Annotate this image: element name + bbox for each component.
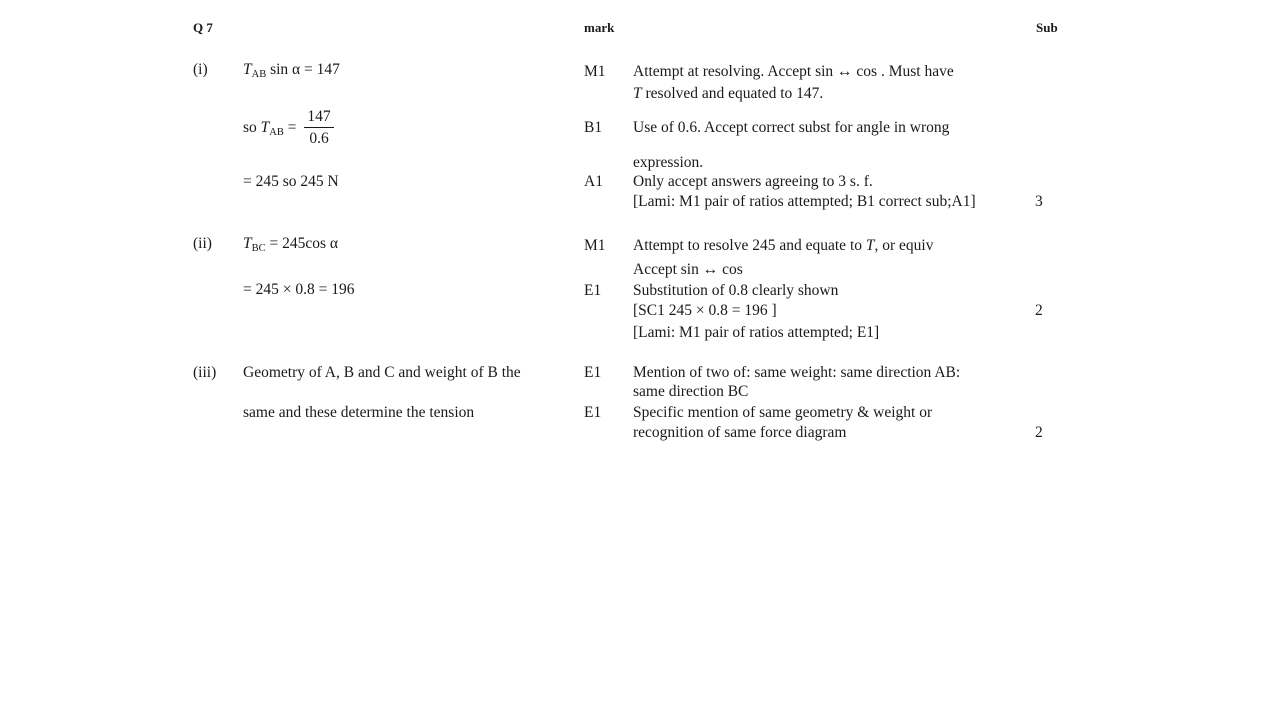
sub-column-header: Sub <box>1036 20 1058 35</box>
equation-rest: sin α = 147 <box>266 61 340 78</box>
var-t: T <box>633 85 642 102</box>
var-t: T <box>865 237 875 254</box>
subscript: BC <box>251 243 266 254</box>
mark-column-header: mark <box>584 20 615 35</box>
mark-i-1: M1 <box>584 63 606 80</box>
part-label-i: (i) <box>193 61 208 78</box>
fraction-numerator: 147 <box>307 108 331 125</box>
var-t: T <box>260 119 270 136</box>
fraction-denominator: 0.6 <box>309 130 329 147</box>
comment-i-2-cont: expression. <box>633 154 704 171</box>
comment-i-3-line2: [Lami: M1 pair of ratios attempted; B1 correct sub;A1] <box>633 193 976 210</box>
working-i-so-tab <box>243 119 297 137</box>
subscript: AB <box>269 127 284 138</box>
comment-iii-2: Specific mention of same geometry & weight or <box>633 404 933 421</box>
working-i-tension-ab <box>243 61 340 79</box>
fraction-147-over-0.6 <box>304 108 334 148</box>
var-t: T <box>243 235 252 252</box>
mark-i-2: B1 <box>584 119 603 136</box>
working-ii-tension-bc <box>243 235 338 253</box>
working-ii-result: = 245 × 0.8 = 196 <box>243 281 355 298</box>
mark-iii-1: E1 <box>584 364 602 381</box>
comment-ii-1 <box>633 237 933 255</box>
equals: = <box>283 119 297 136</box>
mark-iii-2: E1 <box>584 404 602 421</box>
comment-rest: resolved and equated to 147. <box>641 85 824 102</box>
comment-i-3: Only accept answers agreeing to 3 s. f. <box>633 173 873 190</box>
comment-iii-2-line2: recognition of same force diagram <box>633 424 847 441</box>
comment-iii-1-line2: same direction BC <box>633 383 749 400</box>
comment-i-1-line2 <box>633 85 823 103</box>
comment-i-2: Use of 0.6. Accept correct subst for angle in wrong <box>633 119 950 136</box>
comment-post: , or equiv <box>874 237 934 254</box>
comment-ii-1-line2: Accept sin ↔ cos <box>633 261 743 278</box>
comment-ii-2-line2: [SC1 245 × 0.8 = 196 ] <box>633 302 777 319</box>
equation-rest: = 245cos α <box>265 235 339 252</box>
sub-total-i: 3 <box>1035 193 1043 210</box>
comment-ii-2: Substitution of 0.8 clearly shown <box>633 282 839 299</box>
comment-iii-1: Mention of two of: same weight: same direction AB: <box>633 364 961 381</box>
part-label-ii: (ii) <box>193 235 212 252</box>
part-label-iii: (iii) <box>193 364 217 381</box>
question-number: Q 7 <box>193 20 213 35</box>
subscript: AB <box>251 69 267 80</box>
working-i-result: = 245 so 245 N <box>243 173 339 190</box>
mark-i-3: A1 <box>584 173 603 190</box>
comment-ii-2-line3: [Lami: M1 pair of ratios attempted; E1] <box>633 324 880 341</box>
mark-ii-1: M1 <box>584 237 606 254</box>
comment-i-1: Attempt at resolving. Accept sin ↔ cos . Must have <box>633 63 954 80</box>
working-iii-line1: Geometry of A, B and C and weight of B the <box>243 364 521 381</box>
sub-total-iii: 2 <box>1035 424 1043 441</box>
mark-ii-2: E1 <box>584 282 602 299</box>
fraction-bar <box>304 127 334 128</box>
comment-pre: Attempt to resolve 245 and equate to <box>633 237 866 254</box>
sub-total-ii: 2 <box>1035 302 1043 319</box>
var-t: T <box>243 61 252 78</box>
working-iii-line2: same and these determine the tension <box>243 404 475 421</box>
prefix: so <box>243 119 261 136</box>
